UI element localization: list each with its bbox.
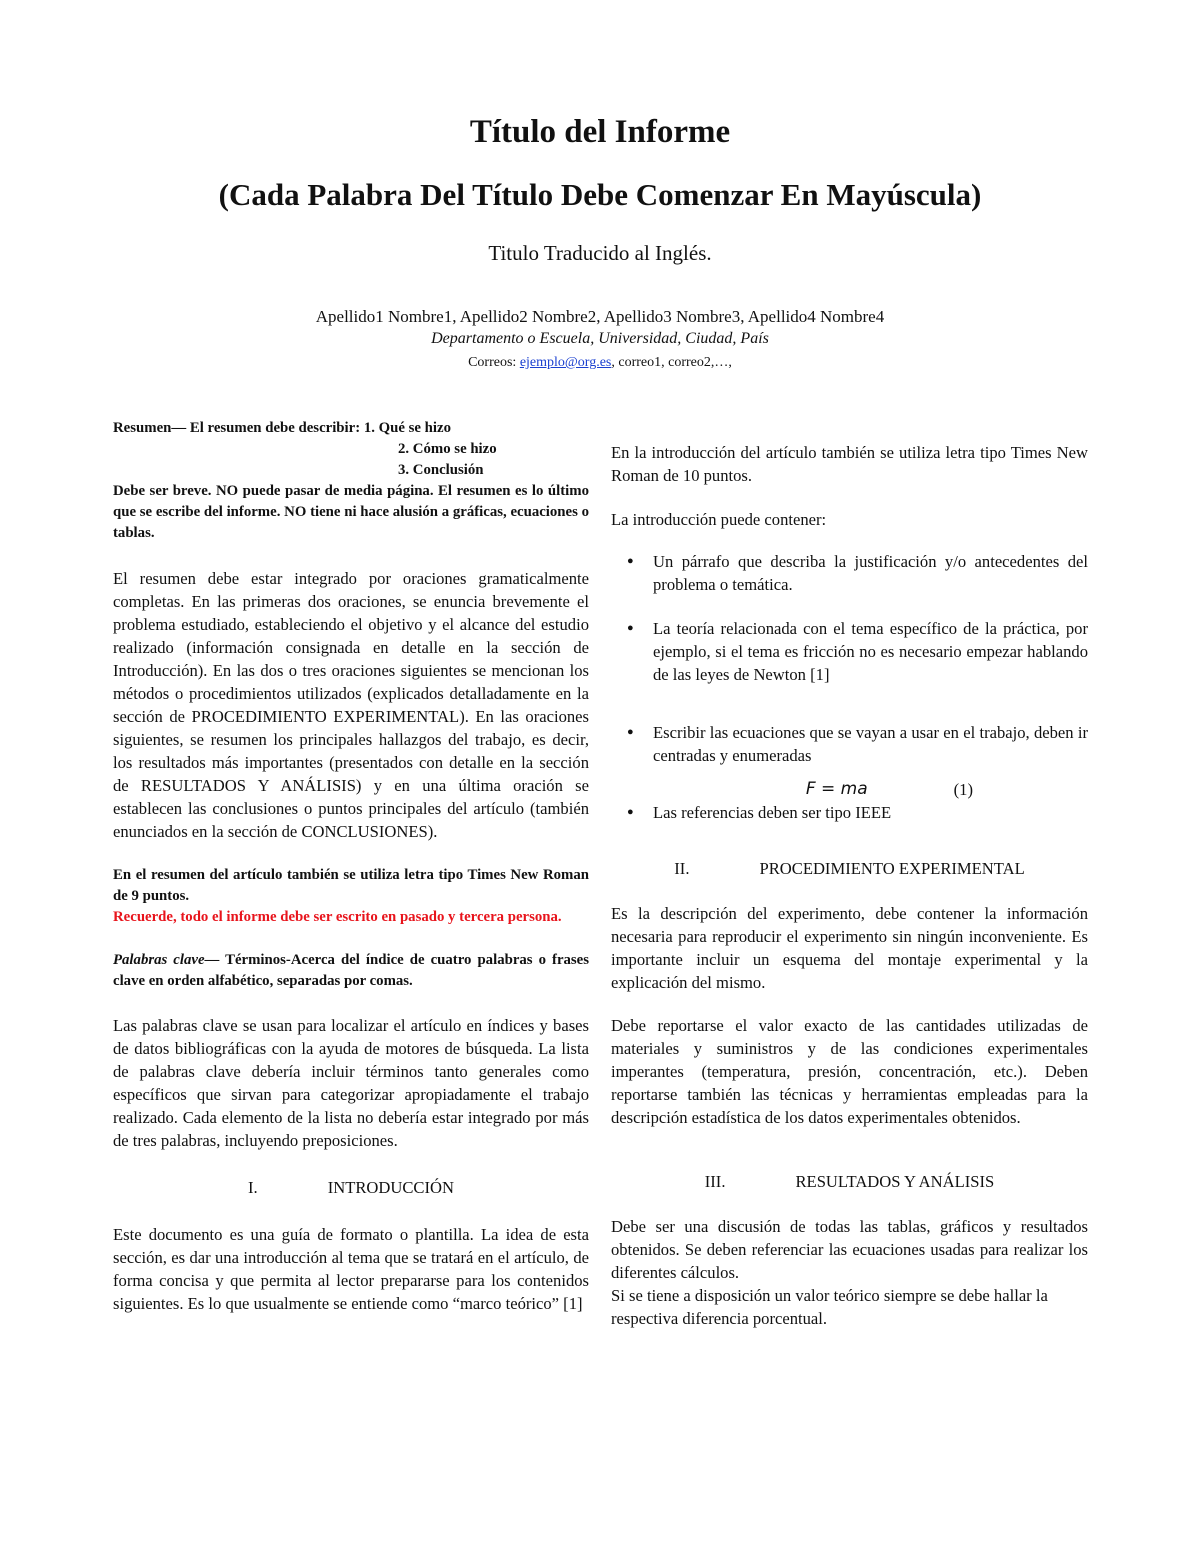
abstract-body: El resumen debe estar integrado por oraciones gramaticalmente completas. En las primeras dos oraciones, se enuncia brevemente el problema estudiado, estableciendo el objetivo y el alcance del estudio realizado (información consignada en detalle en la sección de Introducción). En las dos o tres oraciones siguientes se mencionan los métodos o procedimientos utilizados (explicados detalladamente en la sección de PROCEDIMIENTO EXPERIMENTAL). En las oraciones siguientes, se resumen los principales hallazgos del trabajo, es decir, los resultados más importantes (presentados con detalle en la sección de RESULTADOS Y ANÁLISIS) y en una última oración se establecen las conclusiones o puntos principales del artículo (también enunciados en la sección de CONCLUSIONES).	[113, 569, 589, 841]
results-body-2: Si se tiene a disposición un valor teórico siempre se debe hallar la respectiva diferencia porcentual.	[611, 1286, 1048, 1328]
list-item: ● Las referencias deben ser tipo IEEE	[611, 801, 1088, 824]
intro-bullet-list	[611, 550, 1088, 767]
list-item: ● Un párrafo que describa la justificación y/o antecedentes del problema o temática.	[611, 550, 1088, 596]
emails-line	[0, 353, 1200, 373]
emails-label: Correos:	[468, 355, 520, 370]
equation-row	[611, 778, 1088, 801]
intro-title: INTRODUCCIÓN	[327, 1178, 454, 1197]
report-subtitle: (Cada Palabra Del Título Debe Comenzar En Mayúscula)	[218, 177, 982, 212]
abstract-line-2: 2. Cómo se hizo	[398, 441, 497, 457]
equation-number: (1)	[953, 780, 973, 799]
department-line: Departamento o Escuela, Universidad, Ciudad, País	[431, 330, 769, 347]
results-body-1: Debe ser una discusión de todas las tablas, gráficos y resultados obtenidos. Se deben referenciar las ecuaciones usadas para realizar los diferentes cálculos.	[611, 1217, 1088, 1282]
procedure-body-2: Debe reportarse el valor exacto de las cantidades utilizadas de materiales y suministros y de las condiciones experimentales imperantes (temperatura, presión, concentración, etc.). Deben reportarse también las técnicas y herramientas empleadas para la descripción estadística de los datos experimentales obtenidos.	[611, 1016, 1088, 1127]
emails-rest: , correo1, correo2,…,	[611, 355, 732, 370]
intro-font-note: En la introducción del artículo también se utiliza letra tipo Times New Roman de 10 puntos.	[611, 443, 1088, 485]
intro-can-contain: La introducción puede contener:	[611, 510, 827, 529]
keywords-paragraph	[113, 950, 589, 992]
authors-line: Apellido1 Nombre1, Apellido2 Nombre2, Apellido3 Nombre3, Apellido4 Nombre4	[315, 307, 885, 326]
abstract-rules: Debe ser breve. NO puede pasar de media página. El resumen es lo último que se escribe del informe. NO tiene ni hace alusión a gráficas, ecuaciones o tablas.	[113, 483, 589, 541]
intro-number: I.	[248, 1178, 258, 1197]
abstract-line-3: 3. Conclusión	[398, 462, 484, 478]
red-note: Recuerde, todo el informe debe ser escrito en pasado y tercera persona.	[113, 909, 562, 925]
list-item: ● La teoría relacionada con el tema específico de la práctica, por ejemplo, si el tema es fricción no es necesario empezar hablando de las leyes de Newton [1]	[611, 617, 1088, 686]
abstract-block	[113, 418, 589, 544]
procedure-body-1: Es la descripción del experimento, debe contener la información necesaria para reproducir el experimento sin ningún inconveniente. Es importante incluir un esquema del montaje experimental y la explicación del mismo.	[611, 904, 1088, 992]
section-heading-results	[611, 1170, 1088, 1193]
abstract-line-1: Resumen— El resumen debe describir: 1. Qué se hizo	[113, 420, 451, 436]
list-item: ● Escribir las ecuaciones que se vayan a usar en el trabajo, deben ir centradas y enumeradas	[611, 721, 1088, 767]
keywords-body: Las palabras clave se usan para localizar el artículo en índices y bases de datos bibliográficas con la ayuda de motores de búsqueda. La lista de palabras clave debería incluir términos tanto generales como específicos que sirvan para categorizar apropiadamente el trabajo realizado. Cada elemento de la lista no debería estar integrado por más de tres palabras, incluyendo preposiciones.	[113, 1016, 589, 1150]
font-note: En el resumen del artículo también se utiliza letra tipo Times New Roman de 9 puntos.	[113, 867, 589, 904]
keywords-label: Palabras clave	[113, 952, 205, 968]
keywords-text: — Términos-Acerca del índice de cuatro palabras o frases clave en orden alfabético, separadas por comas.	[113, 952, 589, 989]
section-heading-procedure	[611, 857, 1088, 880]
left-column	[113, 418, 589, 1315]
results-number: III.	[704, 1172, 726, 1191]
notes-block	[113, 865, 589, 992]
email-link[interactable]: ejemplo@org.es	[519, 355, 612, 370]
equation: F = ma	[805, 779, 868, 799]
translated-title: Titulo Traducido al Inglés.	[488, 241, 712, 265]
refs-bullet-list	[611, 801, 1088, 824]
right-column	[611, 441, 1088, 1330]
procedure-title: PROCEDIMIENTO EXPERIMENTAL	[759, 859, 1025, 878]
section-heading-intro	[113, 1176, 589, 1199]
procedure-number: II.	[674, 859, 690, 878]
intro-body: Este documento es una guía de formato o plantilla. La idea de esta sección, es dar una introducción al tema que se tratará en el artículo, de forma concisa y que permita al lector prepararse para los contenidos siguientes. Es lo que usualmente se entiende como “marco teórico” [1]	[113, 1225, 589, 1313]
report-title: Título del Informe	[469, 114, 731, 150]
results-title: RESULTADOS Y ANÁLISIS	[795, 1172, 995, 1191]
